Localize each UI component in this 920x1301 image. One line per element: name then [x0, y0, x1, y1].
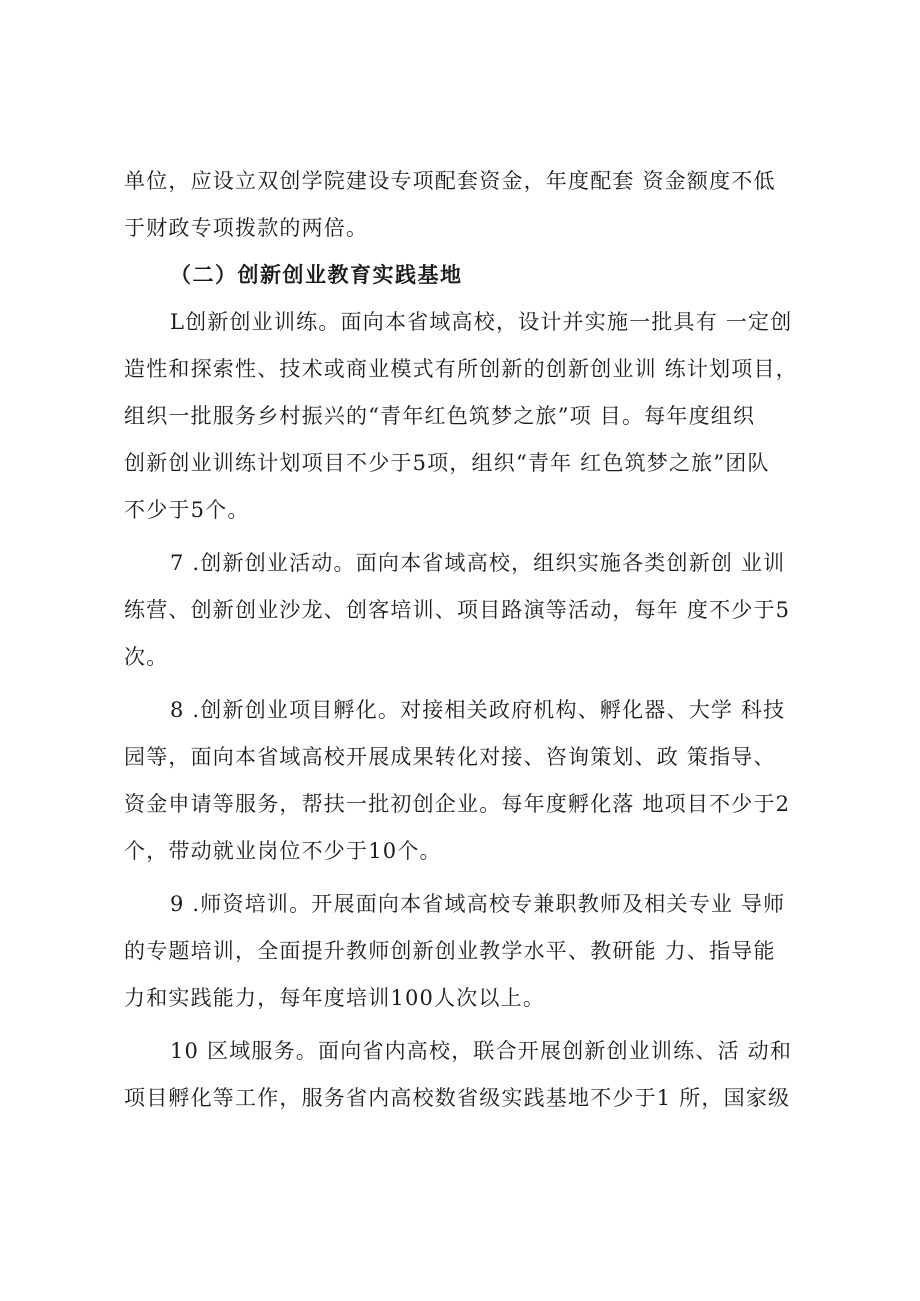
text-line: 于财政专项拨款的两倍。	[124, 216, 369, 240]
document-body	[124, 158, 814, 1122]
paragraph-funding	[124, 158, 814, 252]
section-title: （二）创新创业教育实践基地	[170, 263, 463, 287]
paragraph-regional-service	[124, 1028, 814, 1122]
text-line: L创新创业训练。面向本省域高校，设计并实施一批具有 一定创	[170, 310, 793, 334]
paragraph-incubation	[124, 687, 814, 875]
text-line: 不少于5个。	[124, 498, 250, 522]
paragraph-teacher-training	[124, 881, 814, 1022]
text-line: 的专题培训，全面提升教师创新创业教学水平、教研能 力、指导能	[124, 939, 776, 963]
text-line: 练营、创新创业沙龙、创客培训、项目路演等活动，每年 度不少于5	[124, 598, 791, 622]
text-line: 9 .师资培训。开展面向本省域高校专兼职教师及相关专业 导师	[170, 892, 786, 916]
text-line: 7 .创新创业活动。面向本省域高校，组织实施各类创新创 业训	[170, 551, 786, 575]
text-line: 次。	[124, 645, 169, 669]
text-line: 园等，面向本省域高校开展成果转化对接、咨询策划、政 策指导、	[124, 745, 776, 769]
text-line: 个，带动就业岗位不少于10个。	[124, 839, 442, 863]
text-line: 造性和探索性、技术或商业模式有所创新的创新创业训 练计划项目，	[124, 357, 798, 381]
paragraph-activities	[124, 540, 814, 681]
text-line: 力和实践能力，每年度培训100人次以上。	[124, 986, 546, 1010]
text-line: 8 .创新创业项目孵化。对接相关政府机构、孵化器、大学 科技	[170, 698, 786, 722]
text-line: 单位，应设立双创学院建设专项配套资金，年度配套 资金额度不低	[124, 169, 776, 193]
text-line: 创新创业训练计划项目不少于5项，组织“青年 红色筑梦之旅”团队	[124, 451, 770, 475]
text-line: 组织一批服务乡村振兴的“青年红色筑梦之旅”项 目。每年度组织	[124, 404, 756, 428]
text-line: 10 区域服务。面向省内高校，联合开展创新创业训练、活 动和	[170, 1039, 793, 1063]
text-line: 项目孵化等工作，服务省内高校数省级实践基地不少于1 所，国家级	[124, 1086, 791, 1110]
text-line: 资金申请等服务，帮扶一批初创企业。每年度孵化落 地项目不少于2	[124, 792, 791, 816]
section-heading	[124, 252, 814, 299]
paragraph-training	[124, 299, 814, 534]
